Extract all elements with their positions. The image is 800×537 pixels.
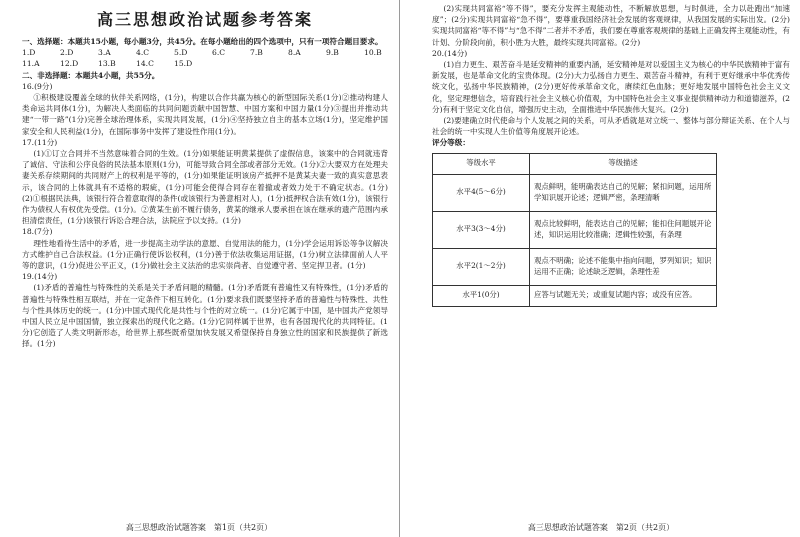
page-one-footer: 高三思想政治试题答案 第1页（共2页） (125, 523, 273, 532)
answer-item: 12.D (60, 59, 79, 69)
q16-answer: ①积极建设覆盖全球的伙伴关系网络，(1分)，构建以合作共赢为核心的新型国际关系(1分)②推动构建人类命运共同体(1分)，为解决人类面临的共同问题贡献中国智慧、中国方案和中国力量(1分)③提出并推动共建“一带一路”(1分)完善全球治理体系，实现共同发展，(1分)④坚持独立自主的基本立场(1分)，坚定维护国家安全和人民利益(1分)，在国际事务中发挥了建设性作用(1分)。 (22, 93, 388, 136)
q19-heading: 19.(14分) (22, 272, 58, 282)
answer-row-1 (22, 47, 388, 58)
answer-item: 6.C (212, 48, 226, 58)
rubric-description: 观点比较鲜明，能表达自己的见解；能扣住问题展开论述，知识运用比较准确；逻辑性较强，有条理 (530, 211, 717, 248)
q19-answer-continued: (2)实现共同富裕“等不得”，要充分发挥主观能动性，不断解放思想，与时俱进，全力以赴跑出“加速度”；(2分)实现共同富裕“急不得”，要尊重我国经济社会发展的客观规律，从我国发展的实际出发。(2分)实现共同富裕“等不得”与“急不得”二者并不矛盾，我们要在尊重客观规律的基础上正确发挥主观能动性，有计划、分阶段向前，积小胜为大胜，最终实现共同富裕。(2分) (432, 4, 790, 47)
answer-row-2 (22, 58, 388, 69)
q17-heading: 17.(11分) (22, 137, 58, 147)
rubric-description: 应答与试题无关；或重复试题内容；或没有应答。 (530, 285, 717, 306)
answer-item: 4.C (136, 48, 150, 58)
q18-heading: 18.(7分) (22, 227, 53, 237)
page-one (0, 0, 398, 537)
rubric-row (433, 248, 717, 285)
q20-answer-part2: (2)要建确立时代使命与个人发展之间的关系，可从矛盾就是对立统一、整体与部分辩证关系、在个人与社会的统一中实现人生价值等角度展开论述。 (432, 116, 790, 137)
answer-item: 15.D (174, 59, 193, 69)
answer-item: 2.D (60, 48, 74, 58)
page-two-footer: 高三思想政治试题答案 第2页（共2页） (527, 523, 675, 532)
rubric-table (432, 153, 717, 307)
page-two (402, 0, 800, 537)
rubric-header-level: 等级水平 (433, 153, 530, 174)
q19-answer: (1)矛盾的普遍性与特殊性的关系是关于矛盾问题的精髓。(1分)矛盾既有普遍性又有特殊性，(1分)矛盾的普遍性与特殊性相互联结，并在一定条件下相互转化。(1分)要求我们既要坚持矛盾的普遍性与特殊性、共性与个性具体历史的统一。(1分)中国式现代化是共性与个性的对立统一。(1分)它属于中国，是中国共产党领导中国人民立足中国国情，独立探索出的现代化之路。(1分)它同样属于世界，也有各国现代化的共同特征。(1分)它创造了人类文明新形态，给世界上那些既希望加快发展又希望保持自身独立性的国家和民族提供了新选择。(1分) (22, 283, 388, 349)
rubric-level: 水平4(5～6分) (433, 174, 530, 211)
rubric-row (433, 285, 717, 306)
answer-item: 9.B (326, 48, 339, 58)
rubric-description: 观点不明确；论述不能集中指向问题，罗列知识；知识运用不正确；论述缺乏逻辑，条理性差 (530, 248, 717, 285)
answer-item: 14.C (136, 59, 154, 69)
document-title: 高三思想政治试题参考答案 (96, 10, 313, 29)
answer-item: 1.D (22, 48, 36, 58)
rubric-level: 水平2(1～2分) (433, 248, 530, 285)
part-two-header: 二、非选择题：本题共4小题，共55分。 (22, 70, 160, 80)
answer-item: 5.D (174, 48, 188, 58)
rubric-description: 观点鲜明，能明确表达自己的见解；紧扣问题，运用所学知识展开论述；逻辑严密，条理清晰 (530, 174, 717, 211)
rubric-header-row (433, 153, 717, 174)
rubric-row (433, 174, 717, 211)
rubric-title: 评分等级： (432, 138, 470, 148)
q20-heading: 20.(14分) (432, 48, 468, 58)
page-divider (399, 0, 400, 537)
answer-item: 11.A (22, 59, 40, 69)
answer-item: 8.A (288, 48, 301, 58)
answer-item: 10.B (364, 48, 382, 58)
q16-heading: 16.(9分) (22, 81, 53, 91)
rubric-header-desc: 等级描述 (530, 153, 717, 174)
rubric-row (433, 211, 717, 248)
answer-item: 7.B (250, 48, 263, 58)
part-one-header: 一、选择题：本题共15小题，每小题3分，共45分。在每小题给出的四个选项中，只有一项符合题目要求。 (22, 37, 383, 46)
q20-answer-part1: (1)自力更生、艰苦奋斗是延安精神的重要内涵，延安精神是对以爱国主义为核心的中华民族精神于富有新发展，也是革命文化的宝贵体现。(2分)大力弘扬自力更生、艰苦奋斗精神，有利于更好继承中华优秀传统文化，弘扬中华民族精神，(2分)更好传承革命文化，赓续红色血脉；更好地发展中国特色社会主义文化，坚定理想信念，培育践行社会主义核心价值观，为中国特色社会主义事业提供精神动力和道德滋养，(2分)有利于坚定文化自信，增强历史主动，全面推进中华民族伟大复兴。(2分) (432, 60, 790, 114)
answer-item: 13.B (98, 59, 116, 69)
q18-answer: 理性地看待生活中的矛盾，进一步提高主动学法的意愿、自觉用法的能力，(1分)学会运用诉讼等争议解决方式维护自己合法权益。(1分)正确行使诉讼权利，(1分)善于依法收集运用证据，(1分)树立法律面前人人平等的意识，(1分)促进公平正义，(1分)做社会主义法治的忠实崇尚者、自觉遵守者、坚定捍卫者。(1分) (22, 238, 388, 271)
answer-item: 3.A (98, 48, 111, 58)
rubric-level: 水平3(3～4分) (433, 211, 530, 248)
rubric-level: 水平1(0分) (433, 285, 530, 306)
q17-answer: (1)①订立合同并不当然意味着合同的生效。(1分)如果能证明黄某提供了虚假信息，该案中的合同就违背了诚信、守法和公序良俗的民法基本原则(1分)，可能导致合同全部或者部分无效。(1分)②大要双方在处理夫妻关系存续期间的共同财产上的权利是平等的，(1分)如果能证明该房产抵押不是黄某夫妻一致的真实意思表示，该合同的上体就具有不适格的瑕疵，(1分)可能会使得合同存在着撤或者效力处于不确定状态。(1分)(2)①根据民法典，该银行符合着意取得的条件(或该银行为善意相对人)，(1分)抵押权合法有效(1分)，该银行作为债权人有权优先受偿。(1分)。②黄某生前不履行债务，黄某的继承人要承担在该在继承的遗产范围内承担清偿责任，(1分)该银行诉讼合理合法，法院应予以支持。(1分) (22, 149, 388, 226)
